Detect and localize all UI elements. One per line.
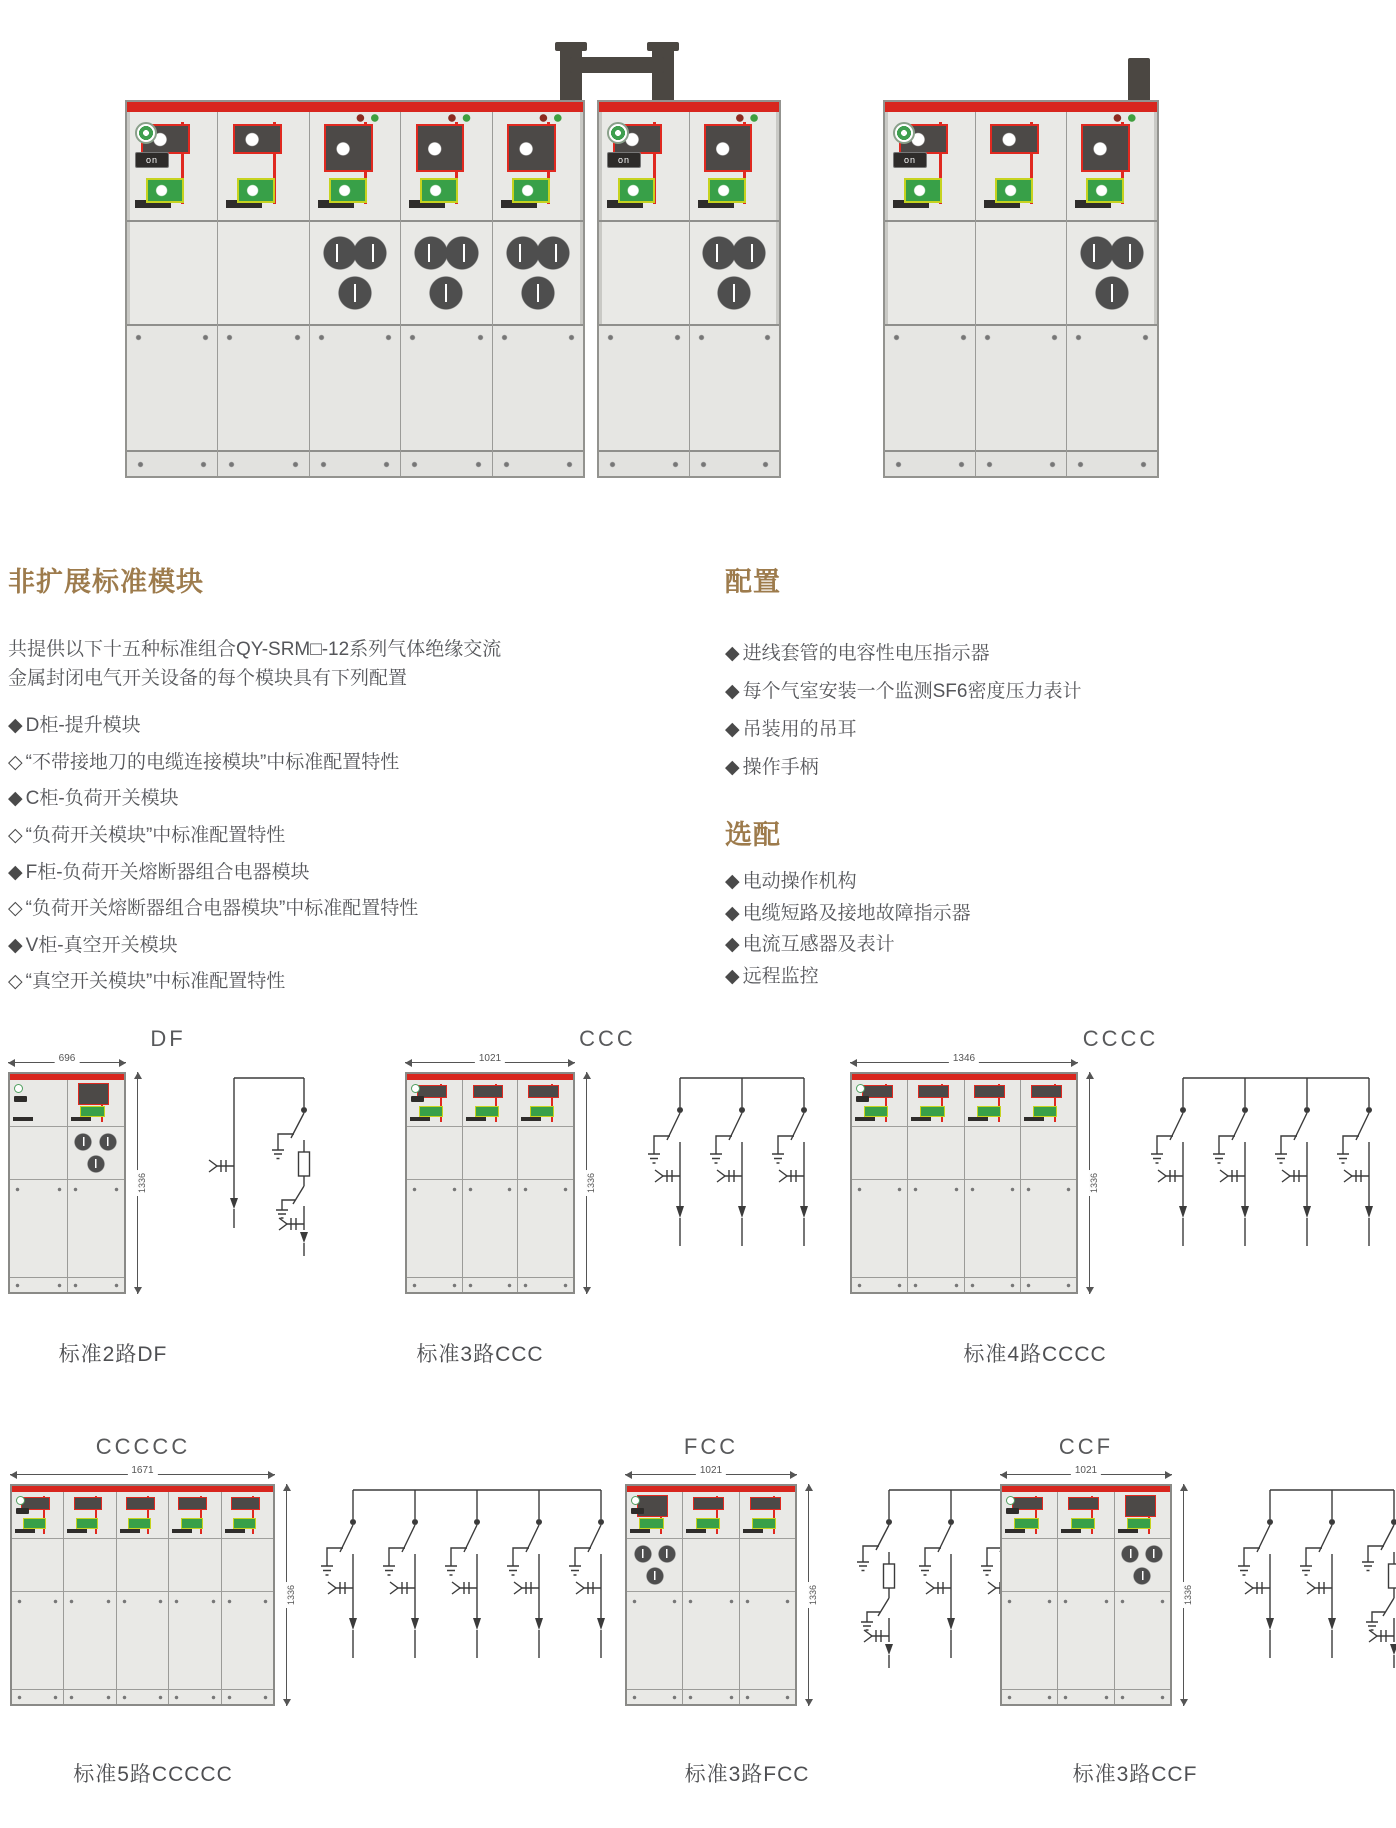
cable-door bbox=[885, 326, 975, 452]
list-item-text: 电缆短路及接地故障指示器 bbox=[742, 902, 971, 924]
mimic-panel bbox=[493, 112, 583, 222]
module-row bbox=[885, 112, 1157, 476]
module-c bbox=[1002, 1492, 1058, 1704]
diagram-fcc bbox=[617, 1428, 1017, 1828]
brand-logo-icon bbox=[135, 122, 157, 144]
diagram-cccc bbox=[845, 1020, 1396, 1420]
module-c bbox=[683, 1492, 739, 1704]
cable-door bbox=[218, 326, 308, 452]
height-dimension bbox=[580, 1072, 597, 1294]
list-item bbox=[8, 928, 513, 965]
cabinet-front-view bbox=[1000, 1484, 1172, 1706]
nameplate bbox=[856, 1096, 869, 1102]
height-dimension-value: 1336 bbox=[1183, 1582, 1193, 1608]
list-item-text: 进线套管的电容性电压指示器 bbox=[742, 643, 990, 664]
brand-logo-icon bbox=[607, 122, 629, 144]
brand-logo-icon bbox=[856, 1084, 865, 1093]
bullet-icon: ◆ bbox=[725, 871, 740, 892]
width-dimension-value: 1021 bbox=[696, 1465, 726, 1476]
diagram-row-1 bbox=[0, 1020, 1396, 1420]
single-line-diagram bbox=[1230, 1482, 1396, 1677]
diagram-caption: 标准2路DF bbox=[58, 1343, 168, 1366]
fuse-panel bbox=[493, 222, 583, 326]
mechanism-panel bbox=[127, 222, 217, 326]
bullet-icon: ◆ bbox=[8, 861, 23, 883]
module-f bbox=[68, 1080, 125, 1292]
diagram-row-2 bbox=[0, 1428, 1396, 1828]
list-item bbox=[8, 781, 513, 818]
module-c-1 bbox=[599, 112, 690, 476]
width-dimension bbox=[625, 1465, 797, 1481]
diagram-title: CCCC bbox=[1082, 1026, 1159, 1051]
list-item-text: 操作手柄 bbox=[742, 757, 819, 778]
plinth bbox=[599, 452, 689, 476]
cabinet-front-view bbox=[405, 1072, 575, 1294]
plinth bbox=[493, 452, 583, 476]
cable-door bbox=[310, 326, 400, 452]
list-item bbox=[725, 673, 1305, 711]
list-item bbox=[8, 818, 513, 855]
mimic-panel bbox=[401, 112, 491, 222]
cable-door bbox=[127, 326, 217, 452]
single-line-diagram bbox=[313, 1482, 641, 1677]
module-c bbox=[12, 1492, 64, 1704]
height-dimension-value: 1336 bbox=[1089, 1170, 1099, 1196]
cabinet-front-view bbox=[850, 1072, 1078, 1294]
width-dimension bbox=[10, 1465, 275, 1481]
nameplate bbox=[631, 1508, 644, 1514]
height-dimension-value: 1336 bbox=[286, 1582, 296, 1608]
section-heading: 非扩展标准模块 bbox=[8, 567, 204, 597]
list-item bbox=[725, 711, 1305, 749]
height-dimension bbox=[1083, 1072, 1100, 1294]
optional-block bbox=[725, 813, 1305, 992]
height-dimension bbox=[280, 1484, 297, 1706]
module-c bbox=[1021, 1080, 1076, 1292]
module-c bbox=[117, 1492, 169, 1704]
width-dimension bbox=[405, 1053, 575, 1069]
plinth bbox=[976, 452, 1066, 476]
brand-logo-icon bbox=[1006, 1496, 1015, 1505]
fuse-panel bbox=[310, 222, 400, 326]
list-item-text: 吊装用的吊耳 bbox=[742, 719, 857, 740]
brand-logo-icon bbox=[893, 122, 915, 144]
mimic-panel bbox=[690, 112, 780, 222]
list-item-text: 每个气室安装一个监测SF6密度压力表计 bbox=[742, 681, 1082, 702]
module-row bbox=[599, 112, 779, 476]
mechanism-panel bbox=[218, 222, 308, 326]
diagram-title: CCC bbox=[579, 1026, 636, 1051]
single-line-diagram bbox=[640, 1070, 844, 1265]
busbar-stripe bbox=[885, 102, 1157, 112]
module-d bbox=[10, 1080, 68, 1292]
cabinet-front-view bbox=[8, 1072, 126, 1294]
list-item bbox=[8, 964, 513, 1001]
busbar-stripe bbox=[127, 102, 583, 112]
diagram-caption: 标准5路CCCCC bbox=[73, 1763, 233, 1786]
bullet-icon: ◆ bbox=[725, 681, 740, 702]
list-item-text: “真空开关模块”中标准配置特性 bbox=[25, 971, 286, 993]
mimic-panel bbox=[1067, 112, 1157, 222]
plinth bbox=[127, 452, 217, 476]
diagram-df bbox=[8, 1020, 328, 1420]
bullet-icon: ◇ bbox=[8, 751, 23, 773]
width-dimension-value: 1021 bbox=[475, 1053, 505, 1064]
mimic-panel bbox=[310, 112, 400, 222]
brand-logo-icon bbox=[14, 1084, 23, 1093]
cable-door bbox=[690, 326, 780, 452]
list-item bbox=[725, 898, 1305, 930]
list-item-text: V柜-真空开关模块 bbox=[25, 934, 178, 956]
single-line-diagram bbox=[204, 1070, 354, 1265]
diagram-caption: 标准3路CCC bbox=[416, 1343, 544, 1366]
cabinet-drawing bbox=[10, 1465, 297, 1706]
cable-door bbox=[1067, 326, 1157, 452]
cabinet-front-view bbox=[625, 1484, 797, 1706]
width-dimension-value: 1346 bbox=[949, 1053, 979, 1064]
plinth bbox=[218, 452, 308, 476]
module-c-1 bbox=[127, 112, 218, 476]
nameplate bbox=[1006, 1508, 1019, 1514]
mechanism-panel bbox=[976, 222, 1066, 326]
bullet-icon: ◇ bbox=[8, 971, 23, 993]
intro-paragraph: 共提供以下十五种标准组合QY-SRM□-12系列气体绝缘交流金属封闭电气开关设备的每个模块具有下列配置 bbox=[8, 639, 502, 690]
bullet-icon: ◆ bbox=[725, 719, 740, 740]
standard-modules-column bbox=[8, 560, 513, 1001]
width-dimension-value: 696 bbox=[55, 1053, 80, 1064]
module-f bbox=[627, 1492, 683, 1704]
module-c bbox=[222, 1492, 273, 1704]
cable-door bbox=[401, 326, 491, 452]
cabinet-drawing bbox=[850, 1053, 1100, 1294]
fuse-panel bbox=[401, 222, 491, 326]
switchgear-cabinet-three-module bbox=[883, 100, 1159, 478]
mimic-panel bbox=[976, 112, 1066, 222]
module-f bbox=[1115, 1492, 1170, 1704]
switchgear-cabinet-two-module bbox=[597, 100, 781, 478]
list-item-text: 远程监控 bbox=[742, 965, 819, 987]
diagram-title: CCCCC bbox=[95, 1434, 191, 1459]
list-item bbox=[725, 749, 1305, 787]
list-item-text: “不带接地刀的电缆连接模块”中标准配置特性 bbox=[25, 751, 400, 773]
bullet-icon: ◆ bbox=[8, 934, 23, 956]
nameplate bbox=[411, 1096, 424, 1102]
module-f-1 bbox=[310, 112, 401, 476]
busbar-bridge-horizontal bbox=[570, 57, 664, 73]
configuration-column bbox=[725, 560, 1305, 992]
module-f-1 bbox=[1067, 112, 1157, 476]
bullet-icon: ◆ bbox=[725, 965, 740, 987]
module-c-2 bbox=[976, 112, 1067, 476]
plinth bbox=[310, 452, 400, 476]
bullet-icon: ◆ bbox=[725, 902, 740, 924]
plinth bbox=[885, 452, 975, 476]
diagram-title: FCC bbox=[683, 1434, 739, 1459]
height-dimension bbox=[802, 1484, 819, 1706]
mechanism-panel bbox=[885, 222, 975, 326]
mechanism-panel bbox=[599, 222, 689, 326]
list-item-text: 电流互感器及表计 bbox=[742, 934, 895, 956]
bullet-icon: ◆ bbox=[8, 788, 23, 810]
bullet-icon: ◆ bbox=[725, 643, 740, 664]
list-item bbox=[725, 635, 1305, 673]
nameplate: on bbox=[135, 152, 169, 168]
diagram-ccf bbox=[995, 1428, 1396, 1828]
cabinet-drawing bbox=[1000, 1465, 1194, 1706]
switchgear-cabinet-five-module bbox=[125, 100, 585, 478]
fuse-panel bbox=[1067, 222, 1157, 326]
module-c bbox=[64, 1492, 116, 1704]
cable-door bbox=[599, 326, 689, 452]
section-heading: 配置 bbox=[725, 567, 781, 597]
width-dimension bbox=[1000, 1465, 1172, 1481]
nameplate bbox=[14, 1096, 27, 1102]
width-dimension-value: 1021 bbox=[1071, 1465, 1101, 1476]
module-f-1 bbox=[690, 112, 780, 476]
diagram-caption: 标准4路CCCC bbox=[963, 1343, 1107, 1366]
height-dimension bbox=[1177, 1484, 1194, 1706]
module-c bbox=[1058, 1492, 1114, 1704]
diagram-caption: 标准3路FCC bbox=[684, 1763, 810, 1786]
product-photo-section bbox=[0, 0, 1396, 500]
height-dimension-value: 1336 bbox=[586, 1170, 596, 1196]
module-c-1 bbox=[885, 112, 976, 476]
bullet-icon: ◆ bbox=[725, 934, 740, 956]
cabinet-front-view bbox=[10, 1484, 275, 1706]
height-dimension-value: 1336 bbox=[137, 1170, 147, 1196]
module-c bbox=[463, 1080, 519, 1292]
bullet-icon: ◆ bbox=[725, 757, 740, 778]
brand-logo-icon bbox=[631, 1496, 640, 1505]
single-line-diagram bbox=[1143, 1070, 1396, 1265]
cabinet-drawing bbox=[8, 1053, 148, 1294]
brand-logo-icon bbox=[16, 1496, 25, 1505]
nameplate bbox=[16, 1508, 29, 1514]
list-item bbox=[8, 891, 513, 928]
diagram-ccccc bbox=[8, 1428, 648, 1828]
busbar-stripe bbox=[599, 102, 779, 112]
diagram-title: DF bbox=[150, 1026, 186, 1051]
module-row bbox=[127, 112, 583, 476]
list-item-text: D柜-提升模块 bbox=[25, 714, 141, 736]
plinth bbox=[401, 452, 491, 476]
module-c bbox=[518, 1080, 573, 1292]
list-item-text: 电动操作机构 bbox=[742, 871, 857, 892]
list-item bbox=[8, 745, 513, 782]
module-f-3 bbox=[493, 112, 583, 476]
bullet-icon: ◆ bbox=[8, 714, 23, 736]
list-item bbox=[8, 855, 513, 892]
list-item bbox=[725, 866, 1305, 898]
width-dimension bbox=[8, 1053, 126, 1069]
list-item bbox=[8, 708, 513, 745]
module-c bbox=[407, 1080, 463, 1292]
height-dimension bbox=[131, 1072, 148, 1294]
module-c bbox=[169, 1492, 221, 1704]
list-item-text: “负荷开关模块”中标准配置特性 bbox=[25, 824, 286, 846]
module-c bbox=[965, 1080, 1021, 1292]
cabinet-drawing bbox=[625, 1465, 819, 1706]
plinth bbox=[690, 452, 780, 476]
configuration-diagrams bbox=[0, 1020, 1396, 1791]
nameplate: on bbox=[893, 152, 927, 168]
list-item bbox=[725, 961, 1305, 993]
cable-bushing-pipe bbox=[1128, 58, 1150, 102]
plinth bbox=[1067, 452, 1157, 476]
cable-door bbox=[493, 326, 583, 452]
cable-door bbox=[976, 326, 1066, 452]
cabinet-drawing bbox=[405, 1053, 597, 1294]
module-c-2 bbox=[218, 112, 309, 476]
module-c bbox=[852, 1080, 908, 1292]
module-c bbox=[740, 1492, 795, 1704]
text-section bbox=[0, 480, 1396, 1020]
height-dimension-value: 1336 bbox=[808, 1582, 818, 1608]
width-dimension-value: 1671 bbox=[127, 1465, 157, 1476]
bullet-icon: ◇ bbox=[8, 898, 23, 920]
module-f-2 bbox=[401, 112, 492, 476]
list-item bbox=[725, 929, 1305, 961]
nameplate: on bbox=[607, 152, 641, 168]
brand-logo-icon bbox=[411, 1084, 420, 1093]
diagram-ccc bbox=[400, 1020, 815, 1420]
list-item-text: “负荷开关熔断器组合电器模块”中标准配置特性 bbox=[25, 898, 419, 920]
diagram-title: CCF bbox=[1058, 1434, 1114, 1459]
diagram-caption: 标准3路CCF bbox=[1072, 1763, 1198, 1786]
mimic-panel bbox=[218, 112, 308, 222]
configuration-block bbox=[725, 560, 1305, 787]
list-item-text: C柜-负荷开关模块 bbox=[25, 788, 179, 810]
list-item-text: F柜-负荷开关熔断器组合电器模块 bbox=[25, 861, 310, 883]
section-heading: 选配 bbox=[725, 820, 781, 850]
fuse-panel bbox=[690, 222, 780, 326]
width-dimension bbox=[850, 1053, 1078, 1069]
module-c bbox=[908, 1080, 964, 1292]
bullet-icon: ◇ bbox=[8, 824, 23, 846]
